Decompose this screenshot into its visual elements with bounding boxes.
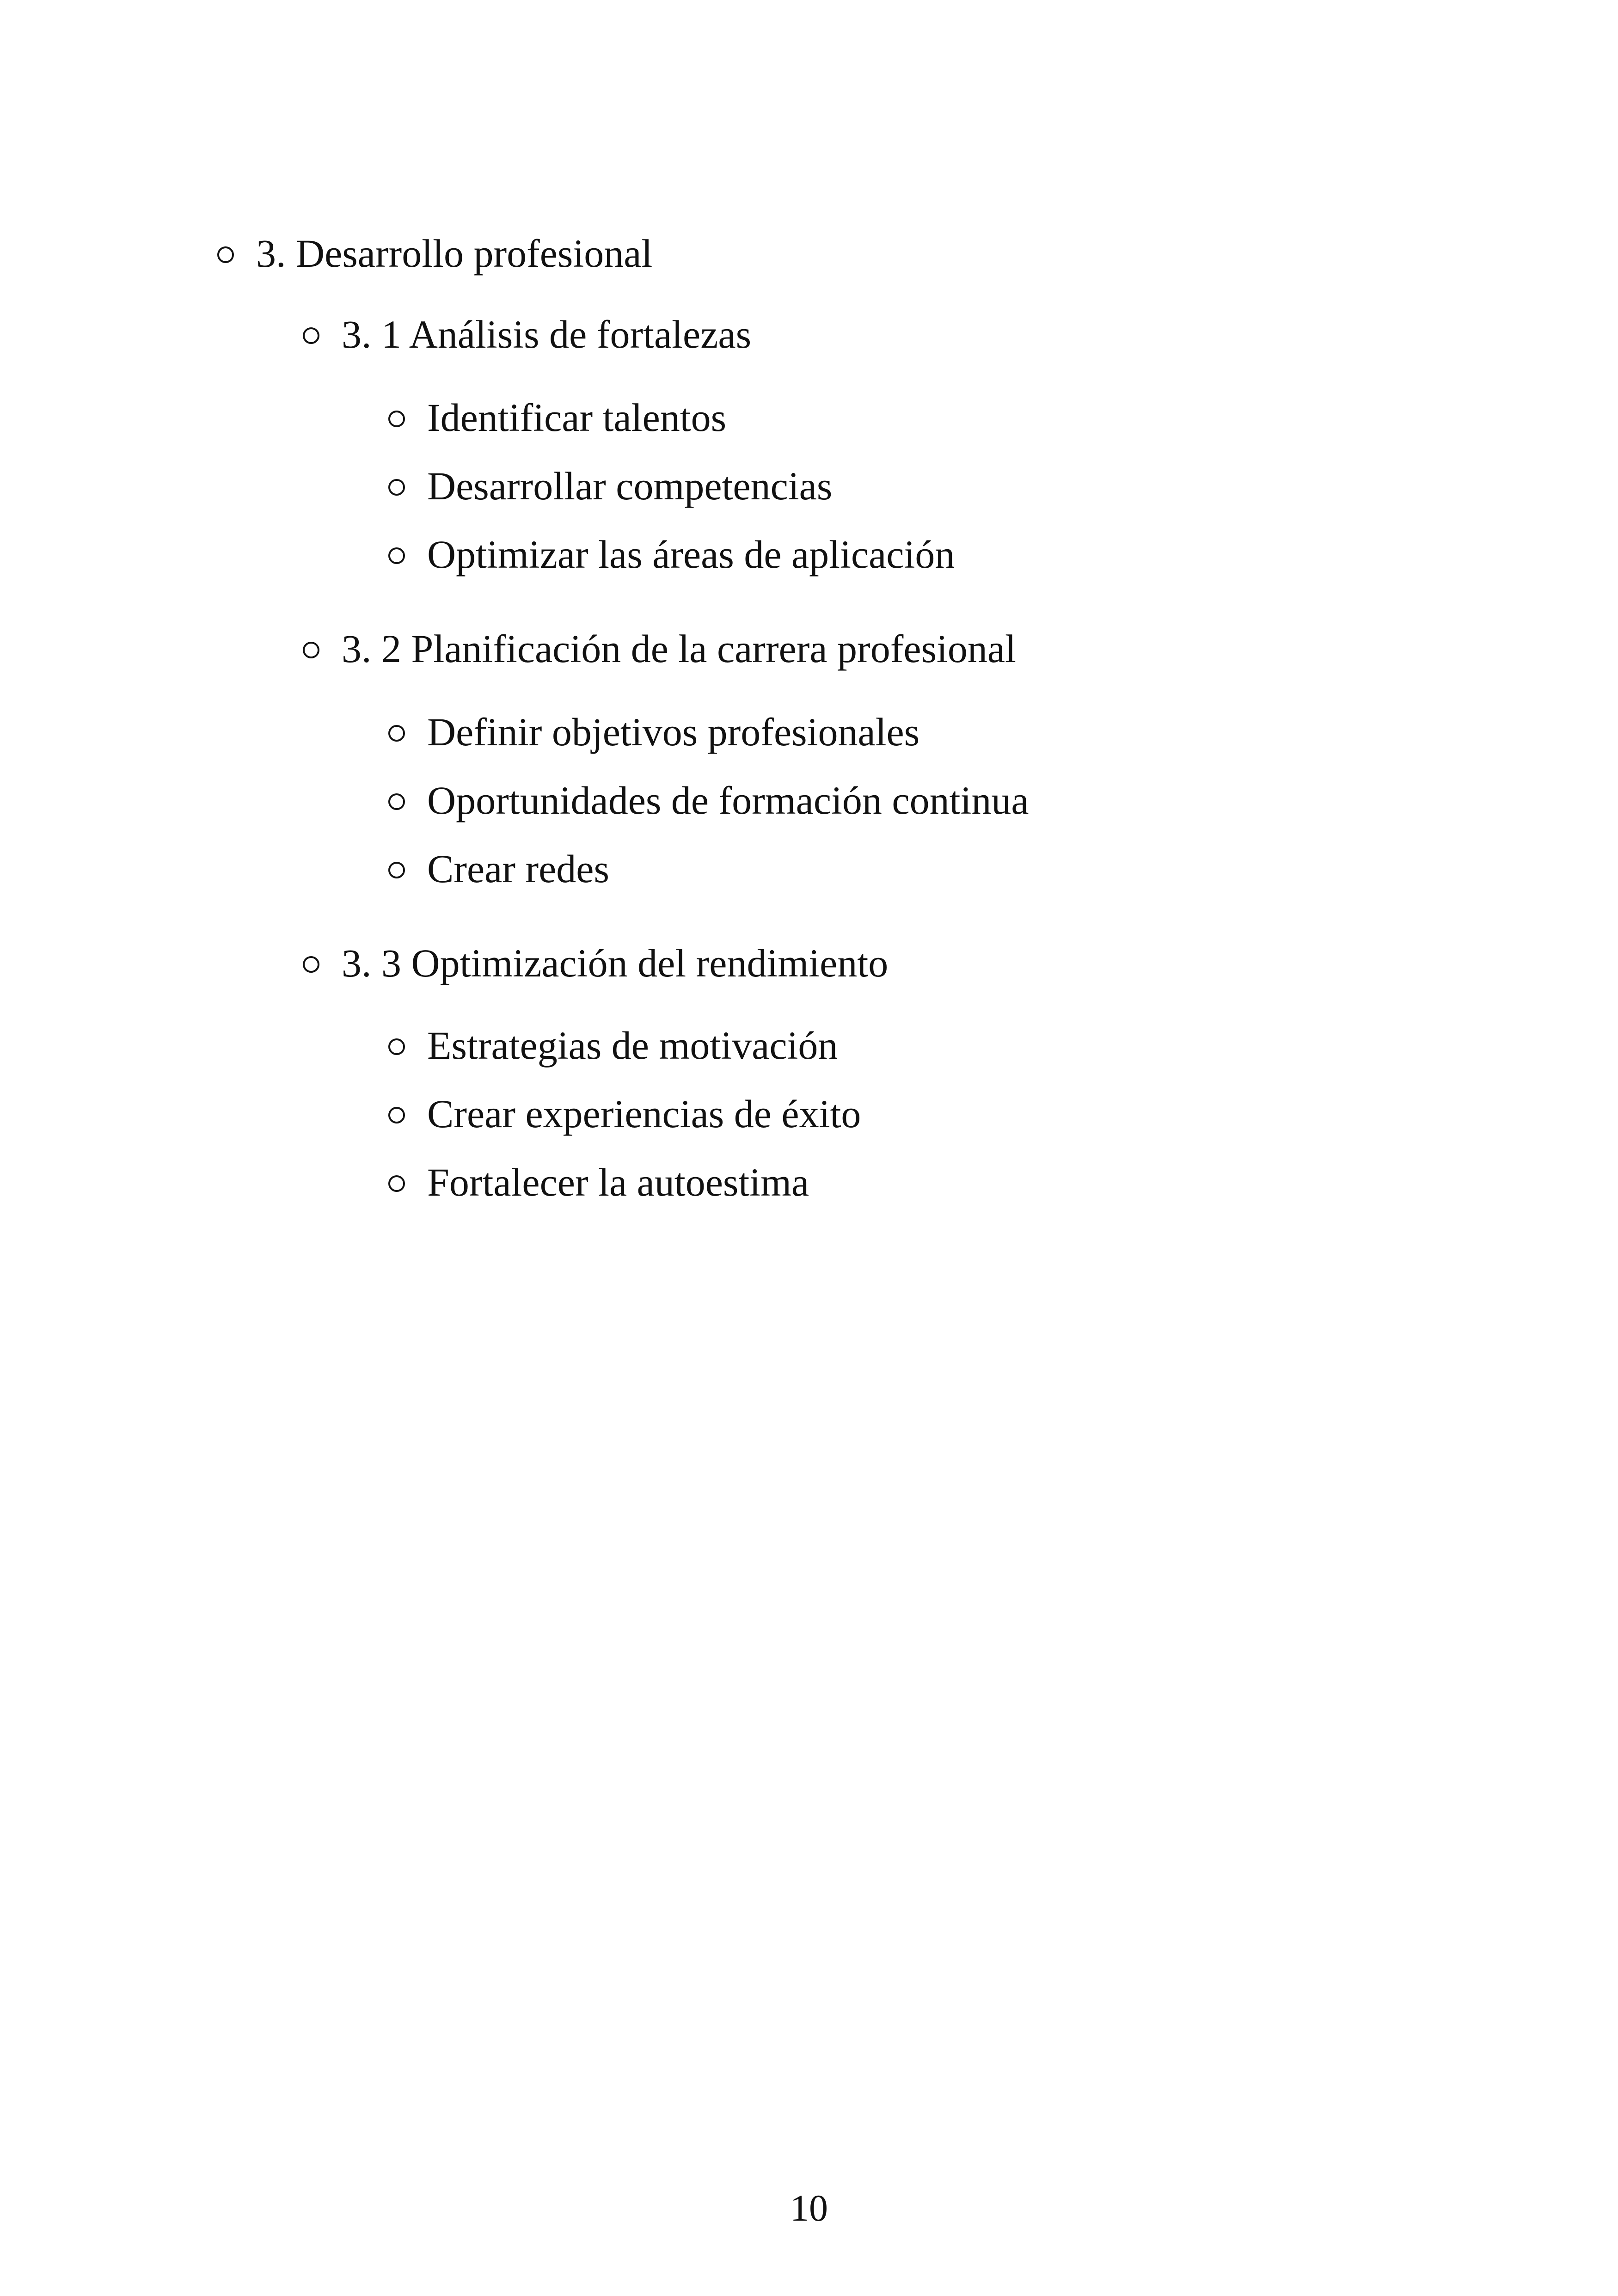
circle-bullet-icon xyxy=(388,725,405,742)
list-item-text: Estrategias de motivación xyxy=(427,1023,838,1068)
list-item-text: Oportunidades de formación continua xyxy=(427,778,1029,823)
outline-section-item xyxy=(217,231,653,276)
outline-list-item xyxy=(388,532,955,577)
outline-list-item xyxy=(388,466,832,506)
outline-subsection-item xyxy=(303,943,888,983)
list-item-text: Optimizar las áreas de aplicación xyxy=(427,532,955,577)
circle-bullet-icon xyxy=(388,862,405,878)
outline-list-item xyxy=(388,1023,838,1068)
outline-list-item xyxy=(388,849,609,889)
circle-bullet-icon xyxy=(388,547,405,564)
circle-bullet-icon xyxy=(388,1107,405,1123)
section-heading: 3. Desarrollo profesional xyxy=(256,231,653,276)
outline-list-item xyxy=(388,712,919,752)
list-item-text: Definir objetivos profesionales xyxy=(427,710,920,754)
outline-list-item xyxy=(388,395,727,440)
circle-bullet-icon xyxy=(303,642,319,658)
circle-bullet-icon xyxy=(388,1175,405,1192)
outline-subsection-item xyxy=(303,314,751,354)
outline-subsection-item xyxy=(303,626,1016,671)
subsection-heading: 3. 2 Planificación de la carrera profesional xyxy=(342,626,1016,671)
circle-bullet-icon xyxy=(388,411,405,427)
circle-bullet-icon xyxy=(388,793,405,810)
list-item-text: Crear redes xyxy=(427,847,609,891)
list-item-text: Identificar talentos xyxy=(427,395,727,440)
outline-list-item xyxy=(388,1094,861,1134)
circle-bullet-icon xyxy=(303,956,319,973)
circle-bullet-icon xyxy=(303,327,319,344)
circle-bullet-icon xyxy=(388,1038,405,1055)
list-item-text: Crear experiencias de éxito xyxy=(427,1092,861,1136)
page-number: 10 xyxy=(790,2187,828,2229)
outline-list-item xyxy=(388,778,1029,823)
list-item-text: Desarrollar competencias xyxy=(427,464,833,508)
circle-bullet-icon xyxy=(217,246,234,263)
subsection-heading: 3. 3 Optimización del rendimiento xyxy=(342,941,889,985)
list-item-text: Fortalecer la autoestima xyxy=(427,1160,809,1204)
circle-bullet-icon xyxy=(388,479,405,496)
subsection-heading: 3. 1 Análisis de fortalezas xyxy=(342,312,752,356)
outline-list-item xyxy=(388,1162,809,1202)
